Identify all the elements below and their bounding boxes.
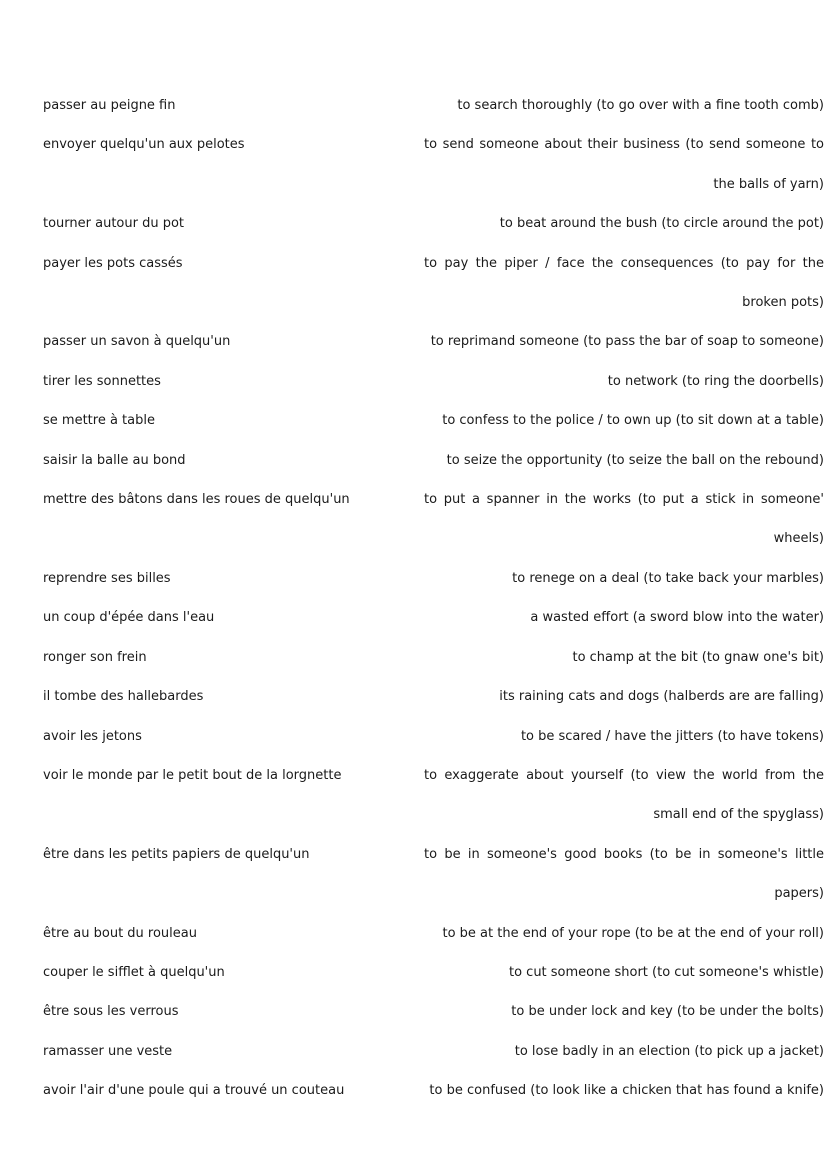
french-idiom: être sous les verrous: [43, 1004, 179, 1020]
english-translation: to be at the end of your rope (to be at the end of your roll): [442, 925, 824, 941]
french-idiom: un coup d'épée dans l'eau: [43, 610, 215, 626]
idiom-row: [43, 835, 824, 914]
french-idiom: avoir les jetons: [43, 728, 142, 744]
idiom-row: [43, 953, 824, 992]
idiom-row: [43, 992, 824, 1031]
french-idiom: mettre des bâtons dans les roues de quelqu'un: [43, 492, 350, 508]
french-idiom: tourner autour du pot: [43, 216, 185, 232]
idiom-row: [43, 638, 824, 677]
french-idiom: passer au peigne fin: [43, 98, 176, 113]
english-translation: to search thoroughly (to go over with a fine tooth comb): [457, 98, 824, 113]
english-translation: to beat around the bush (to circle around the pot): [499, 216, 824, 232]
idiom-row: [43, 125, 824, 204]
english-translation: to exaggerate about yourself (to view the world from the small end of the spyglass): [424, 767, 824, 823]
idiom-row: [43, 480, 824, 559]
french-idiom: couper le sifflet à quelqu'un: [43, 964, 225, 980]
english-translation: to champ at the bit (to gnaw one's bit): [572, 649, 824, 665]
french-idiom: payer les pots cassés: [43, 255, 183, 271]
english-translation: to network (to ring the doorbells): [607, 373, 824, 389]
english-translation: to be in someone's good books (to be in someone's little papers): [424, 846, 824, 902]
english-translation: to renege on a deal (to take back your marbles): [512, 570, 824, 586]
english-translation: to seize the opportunity (to seize the ball on the rebound): [446, 452, 824, 468]
english-translation: its raining cats and dogs (halberds are are falling): [499, 689, 824, 705]
idiom-row: [43, 559, 824, 598]
french-idiom: envoyer quelqu'un aux pelotes: [43, 137, 245, 153]
french-idiom: il tombe des hallebardes: [43, 689, 204, 705]
french-idiom: ramasser une veste: [43, 1043, 173, 1059]
idiom-row: [43, 204, 824, 243]
french-idiom: tirer les sonnettes: [43, 373, 161, 389]
idiom-row: [43, 717, 824, 756]
english-translation: to cut someone short (to cut someone's whistle): [508, 964, 824, 980]
english-translation: to be confused (to look like a chicken that has found a knife): [429, 1083, 824, 1099]
french-idiom: être au bout du rouleau: [43, 925, 197, 941]
french-idiom: passer un savon à quelqu'un: [43, 334, 231, 350]
french-idiom: ronger son frein: [43, 649, 147, 665]
english-translation: to put a spanner in the works (to put a stick in someone' wheels): [424, 492, 824, 547]
idiom-row: [43, 677, 824, 716]
idiom-row: [43, 401, 824, 440]
idiom-row: [43, 244, 824, 323]
french-idiom: se mettre à table: [43, 413, 155, 429]
english-translation: to reprimand someone (to pass the bar of soap to someone): [430, 334, 824, 350]
idiom-row: [43, 86, 824, 125]
idiom-row: [43, 441, 824, 480]
idiom-table: [43, 86, 824, 1111]
idiom-row: [43, 1032, 824, 1071]
french-idiom: avoir l'air d'une poule qui a trouvé un couteau: [43, 1083, 345, 1099]
english-translation: to pay the piper / face the consequences (to pay for the broken pots): [424, 255, 824, 311]
idiom-row: [43, 362, 824, 401]
idiom-row: [43, 322, 824, 361]
english-translation: to be scared / have the jitters (to have tokens): [520, 728, 824, 744]
idiom-row: [43, 756, 824, 835]
idiom-row: [43, 598, 824, 637]
english-translation: to send someone about their business (to send someone to the balls of yarn): [424, 137, 824, 192]
english-translation: to lose badly in an election (to pick up a jacket): [514, 1043, 824, 1059]
french-idiom: reprendre ses billes: [43, 570, 171, 586]
idiom-row: [43, 1071, 824, 1110]
french-idiom: voir le monde par le petit bout de la lorgnette: [43, 767, 342, 783]
english-translation: to confess to the police / to own up (to sit down at a table): [442, 413, 824, 429]
idiom-row: [43, 914, 824, 953]
french-idiom: saisir la balle au bond: [43, 452, 186, 468]
french-idiom: être dans les petits papiers de quelqu'un: [43, 846, 310, 862]
english-translation: a wasted effort (a sword blow into the water): [530, 610, 824, 626]
english-translation: to be under lock and key (to be under the bolts): [511, 1004, 824, 1020]
